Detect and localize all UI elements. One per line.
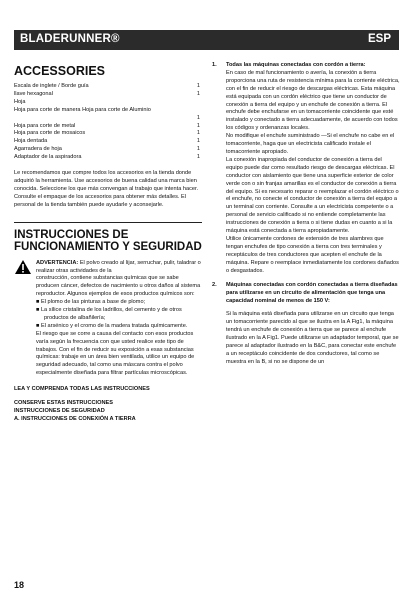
- accessories-heading: ACCESSORIES: [14, 64, 105, 78]
- language-code: ESP: [367, 33, 391, 45]
- bullet-item: ■ La sílice cristalina de los ladrillos, del cemento y de otros productos de albañilería;: [36, 307, 182, 321]
- bullet-item: ■ El arsénico y el cromo de la madera tratada químicamente.: [36, 322, 188, 329]
- left-column: [14, 62, 202, 424]
- item-title: Máquinas conectadas con cordón conectadas a tierra diseñadas para utilizarse en un circuito de alimentación que tenga una capacidad nominal de menos de 150 V:: [226, 282, 398, 305]
- warning-triangle-icon: [14, 259, 32, 275]
- grounding-item-2: 2. Máquinas conectadas con cordón conectadas a tierra diseñadas para utilizarse en un circuito de alimentación que tenga una capacidad nominal de menos de 150 V: Si la máquina está diseñada para utilizarse en un circuito que tenga un tomacorriente parecido al que se ilustra en la A Fig1, la máquina tendrá un enchufe de conexión a tierra que se parece al enchufe ilustrado en la A Fig1. Puede utilizarse un adaptador temporal, que se parece al adaptador ilustrado en la B&C, para conectar este enchufe a un receptáculo coincidente de dos conductores, tal como se muestra en la B, si no se dispone de un: [212, 282, 399, 365]
- list-item: Escala de inglete / Borde guía 1: [14, 83, 200, 89]
- right-column: [212, 62, 400, 367]
- item-body: En caso de mal funcionamiento o avería, la conexión a tierra proporciona una ruta de resistencia mínima para la corriente eléctrica, con el fin de reducir el riesgo de descargas eléctricas. Esta máquina está equipada con un cordón eléctrico que tiene un conductor de conexión a tierra del equipo y un enchufe de conexión a tierra. El enchufe debe enchufarse en un tomacorriente coincidente que esté instalado y conectado a tierra adecuadamente, de acuerdo con todos los códigos y ordenanzas locales.: [226, 69, 400, 132]
- item-body: La conexión inapropiada del conductor de conexión a tierra del equipo puede dar como resultado riesgo de descargas eléctricas. El conductor con aislamiento que tiene una superficie exterior de color verde con o sin franjas amarillas es el conductor de conexión a tierra del equipo. Si es necesario reparar o reemplazar el cordón eléctrico o el enchufe, no conecte el conductor de conexión a tierra del equipo a un terminal con corriente. Consulte a un electricista competente o a personal de servicio calificado si no entiende completamente las instrucciones de conexión a tierra o si tiene dudas en cuanto a si la máquina está conectada a tierra apropiadamente.: [226, 156, 399, 235]
- list-item: Hoja para corte de mosaicos 1: [14, 130, 200, 137]
- item-title: Todas las máquinas conectadas con cordón a tierra:: [226, 62, 366, 68]
- item-body: Si la máquina está diseñada para utilizarse en un circuito que tenga un tomacorriente parecido al que se ilustra en la A Fig1, la máquina tendrá un enchufe de conexión a tierra que se parece al enchufe ilustrado en la A Fig1. Puede utilizarse un adaptador temporal, que se parece al adaptador ilustrado en la B&C, para conectar este enchufe a un receptáculo coincidente de dos conductores, tal como se muestra en la B, si no se dispone de un: [226, 311, 399, 365]
- brand-title: BLADERUNNER®: [20, 33, 120, 45]
- list-item: Agarradera de hoja 1: [14, 146, 200, 153]
- read-instructions: LEA Y COMPRENDA TODAS LAS INSTRUCCIONES CONSERVE ESTAS INSTRUCCIONES INSTRUCCIONES DE SEGURIDAD A. INSTRUCCIONES DE CONEXIÓN A TIERRA: [14, 386, 150, 422]
- item-body: Utilice únicamente cordones de extensión de tres alambres que tengan enchufes de tipo conexión a tierra con tres terminales y receptáculos de tres conductores que acepten el enchufe de la máquina. Repare o reemplace inmediatamente los cordones dañados o desgastados.: [226, 235, 399, 274]
- bullet-item: ■ El plomo de las pinturas a base de plomo;: [36, 299, 146, 306]
- instructions-heading: INSTRUCCIONES DE FUNCIONAMIENTO Y SEGURIDAD: [14, 228, 202, 254]
- page-header: [14, 30, 399, 50]
- risk-text: El riesgo que se corre a causa del contacto con esos productos varía según la frecuencia con que usted realice este tipo de trabajos. Con el fin de reducir su exposición a esas substancias químicas: trabaje en un área bien ventilada, utilice un equipo de seguridad adecuado, tal como una máscara contra el polvo especialmente diseñada para filtrar partículas microscópicas.: [36, 330, 195, 377]
- warning-block: [14, 260, 202, 379]
- list-item: Hoja: [14, 98, 26, 105]
- list-item: Hoja dentada 1: [14, 138, 200, 145]
- section-divider: [14, 222, 202, 223]
- list-item: Hoja para corte de manera Hoja para corte de Aluminio 1: [14, 106, 200, 121]
- accessories-list: [14, 83, 202, 162]
- grounding-item-1: 1. Todas las máquinas conectadas con cordón a tierra: En caso de mal funcionamiento o avería, la conexión a tierra proporciona una ruta de resistencia mínima para la corriente eléctrica, con el fin de reducir el riesgo de descargas eléctricas. Esta máquina está equipada con un cordón eléctrico que tiene un conductor de conexión a tierra del equipo y un enchufe de conexión a tierra. El enchufe debe enchufarse en un tomacorriente coincidente que esté instalado y conectado a tierra adecuadamente, de acuerdo con todos los códigos y ordenanzas locales. No modifique el enchufe suministrado —Si el enchufe no cabe en el tomacorriente, haga que un electricista calificado instale el tomacorriente apropiado. La conexión inapropiada del conductor de conexión a tierra del equipo puede dar como resultado riesgo de descargas eléctricas. El conductor con aislamiento que tiene una superficie exterior de color verde con o sin franjas amarillas es el conductor de conexión a tierra del equipo. Si es necesario reparar o reemplazar el cordón eléctrico o el enchufe, no conecte el conductor de conexión a tierra del equipo a un terminal con corriente. Consulte a un electricista competente o a personal de servicio calificado si no entiende completamente las instrucciones de conexión a tierra o si tiene dudas en cuanto a si la máquina está conectada a tierra apropiadamente. Utilice únicamente cordones de extensión de tres alambres que tengan enchufes de tipo conexión a tierra con tres terminales y receptáculos de tres conductores que acepten el enchufe de la máquina. Repare o reemplace inmediatamente los cordones dañados o desgastados.: [212, 62, 400, 274]
- list-item: Hoja para corte de metal 1: [14, 122, 200, 129]
- list-item: llave hexagonal 1: [14, 90, 200, 97]
- list-item: Adaptador de la aspiradora 1: [14, 154, 200, 161]
- warning-lead: ADVERTENCIA: El polvo creado al lijar, serruchar, pulir, taladrar o realizar otras actividades de la: [36, 259, 201, 274]
- item-body: No modifique el enchufe suministrado —Si el enchufe no cabe en el tomacorriente, haga que un electricista calificado instale el tomacorriente apropiado.: [226, 133, 395, 155]
- warning-body: construcción, contiene substancias químicas que se sabe producen cáncer, defectos de nacimiento u otros daños al sistema reproductor. Algunos ejemplos de esos productos químicos son:: [36, 275, 201, 298]
- warning-label: ADVERTENCIA:: [36, 259, 79, 266]
- accessories-note: Le recomendamos que compre todos los accesorios en la tienda donde adquirió la herramienta. Use accesorios de buena calidad una marca bien conocida. Seleccione los que más convengan al trabajo que intenta hacer. Consulte el empaque de los accesorios para obtener más detalles. El personal de la tienda también puede ayudarle y aconsejarle.: [14, 170, 199, 208]
- page-number: 18: [14, 580, 25, 590]
